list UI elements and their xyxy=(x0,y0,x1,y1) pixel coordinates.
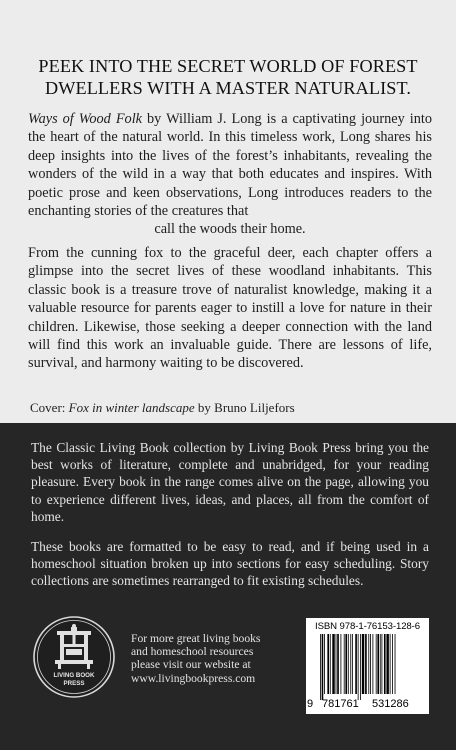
barcode-bar xyxy=(360,634,361,700)
barcode-bar xyxy=(330,634,331,694)
barcode-bar xyxy=(382,634,383,694)
barcode-bar xyxy=(350,634,351,694)
isbn-digits-left: 781761 xyxy=(322,698,359,710)
barcode-bar xyxy=(336,634,337,694)
barcode-bar xyxy=(372,634,373,694)
back-cover-bottom xyxy=(0,423,456,750)
contact-line-1: For more great living books xyxy=(131,632,261,645)
barcode-bars xyxy=(314,634,424,700)
barcode-bar xyxy=(345,634,347,694)
barcode-bar xyxy=(392,634,393,694)
isbn-label: ISBN 978-1-76153-128-6 xyxy=(315,621,420,632)
barcode-bar xyxy=(320,634,321,700)
cover-credit-artist: by Bruno Liljefors xyxy=(194,400,295,415)
logo-text-line-1: LIVING BOOK xyxy=(53,672,95,679)
barcode-bar xyxy=(337,634,339,694)
isbn-digit-lead: 9 xyxy=(307,698,314,710)
barcode-bar xyxy=(395,634,396,694)
barcode-bar xyxy=(376,634,377,694)
logo-text-line-2: PRESS xyxy=(63,680,85,687)
website-contact xyxy=(131,632,277,685)
series-paragraph-2: These books are formatted to be easy to read, and if being used in a homeschool situation broken up into sections for easy scheduling. Story collections are sometimes rearranged to fit existing schedules. xyxy=(31,539,429,589)
barcode-bar xyxy=(324,634,325,694)
barcode-bar xyxy=(327,634,329,694)
barcode-bar xyxy=(341,634,342,694)
headline-line-2: DWELLERS WITH A MASTER NATURALIST. xyxy=(45,78,411,98)
barcode-bar xyxy=(362,634,364,694)
isbn-digits xyxy=(306,698,429,712)
barcode-bar xyxy=(352,634,353,694)
living-book-press-logo xyxy=(33,616,115,698)
barcode-bar xyxy=(380,634,381,694)
headline xyxy=(22,55,434,99)
barcode-bar xyxy=(348,634,349,694)
barcode-bar xyxy=(365,634,367,694)
cover-credit-prefix: Cover: xyxy=(30,400,69,415)
barcode-bar xyxy=(384,634,386,694)
isbn-digits-right: 531286 xyxy=(372,698,409,710)
barcode-bar xyxy=(377,634,379,694)
book-title: Ways of Wood Folk xyxy=(28,111,143,127)
cover-art-title: Fox in winter landscape xyxy=(68,400,195,415)
contact-line-2: and homeschool resources xyxy=(131,645,254,659)
barcode-bar xyxy=(332,634,334,694)
barcode-bar xyxy=(355,634,357,694)
barcode-bar xyxy=(358,634,359,700)
description-paragraph-1 xyxy=(28,110,432,239)
barcode-bar xyxy=(322,634,324,700)
description-paragraph-2: From the cunning fox to the graceful deer, each chapter offers a glimpse into the secret lives of these woodland inhabitants. This classic book is a treasure trove of naturalist knowledge, making it a valuable resource for parents eager to instill a love for nature in their children. Likewise, those seeking a deeper connection with the land will find this work an invaluable guide. There are lessons of life, survival, and harmony waiting to be discovered. xyxy=(28,245,432,372)
contact-line-3: please visit our website at xyxy=(131,658,251,672)
isbn-barcode xyxy=(306,618,429,714)
press-icon xyxy=(33,616,115,698)
cover-credit xyxy=(30,400,295,416)
website-url: www.livingbookpress.com xyxy=(131,671,256,685)
barcode-bar xyxy=(368,634,369,694)
series-paragraph-1: The Classic Living Book collection by Living Book Press bring you the best works of literature, complete and unabridged, for your reading pleasure. Every book in the range comes alive on the page, allowing you to experience different lives, ideas, and places, all from the comfort of home. xyxy=(31,440,429,524)
barcode-bar xyxy=(390,634,391,694)
headline-line-1: PEEK INTO THE SECRET WORLD OF FOREST xyxy=(38,56,418,76)
barcode-bar xyxy=(386,634,388,694)
barcode-bar xyxy=(344,634,345,694)
description-p1-end: call the woods their home. xyxy=(154,221,306,238)
barcode-bar xyxy=(370,634,371,694)
description-p1-text: by William J. Long is a captivating journey into the heart of the natural world. In this timeless work, Long shares his deep insights into the lives of the forest’s inhabitants, revealing the wonders of the wild in a way that both educates and inspires. With poetic prose and keen observations, Long introduces readers to the enchanting stories of the creatures that xyxy=(28,111,432,220)
